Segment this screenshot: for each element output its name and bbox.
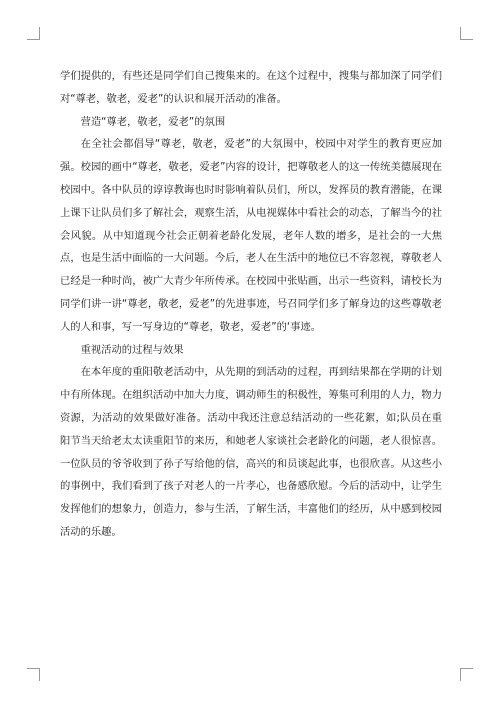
- section-heading-process: 重视活动的过程与效果: [80, 343, 184, 356]
- paragraph-continuation: 学们提供的，有些还是同学们自己搜集来的。在这个过程中，搜集与都加深了同学们对“尊老，敬老，爱老”的认识和展开活动的准备。: [60, 70, 442, 105]
- paragraph-atmosphere: 在全社会都倡导“尊老，敬老，爱老”的大氛围中，校园中对学生的教育更应加强。校园的画中“尊老，敬老，爱老”内容的设计，把尊敬老人的这一传统美德展现在校园中。各中队员的谆谆教诲也时时影响着队员们，所以，发挥员的教育潜能，在课上课下让队员们多了解社会，观察生活，从电视媒体中看社会的动态，了解当今的社会风貌。从中知道现今社会正朝着老龄化发展，老年人数的增多，是社会的一大焦点，也是生活中面临的一大问题。今后，老人在生活中的地位已不容忽视，尊敬老人已经是一种时尚，被广大青少年所传承。在校园中张贴画，出示一些资料，请校长为同学们讲一讲“尊老，敬老，爱老”的先进事迹，号召同学们多了解身边的这些尊敬老人的人和事，写一写身边的“尊老，敬老，爱老”的‘事迹。: [60, 138, 442, 333]
- section-heading-atmosphere: 营造“尊老，敬老，爱老”的氛围: [80, 115, 226, 128]
- crop-mark-top-right: [460, 27, 473, 40]
- document-body: [60, 65, 442, 544]
- crop-mark-bottom-right: [460, 668, 473, 681]
- paragraph-process: 在本年度的重阳敬老活动中，从先期的到活动的过程，再到结果都在学期的计划中有所体现。在组织活动中加大力度，调动师生的积极性，筹集可利用的人力，物力资源，为活动的效果做好准备。活动中我还注意总结活动的一些花絮，如;队员在重阳节当天给老太太读重阳节的来历，和她老人家谈社会老龄化的问题，老人很惊喜。一位队员的爷爷收到了孙子写给他的信，高兴的和员谈起此事，也很欣喜。从这些小的事例中，我们看到了孩子对老人的一片孝心，也备感欣慰。今后的活动中，让学生发挥他们的想象力，创造力，参与生活，了解生活，丰富他们的经历，从中感到校园活动的乐趣。: [60, 366, 442, 538]
- crop-mark-top-left: [27, 27, 40, 40]
- crop-mark-bottom-left: [27, 668, 40, 681]
